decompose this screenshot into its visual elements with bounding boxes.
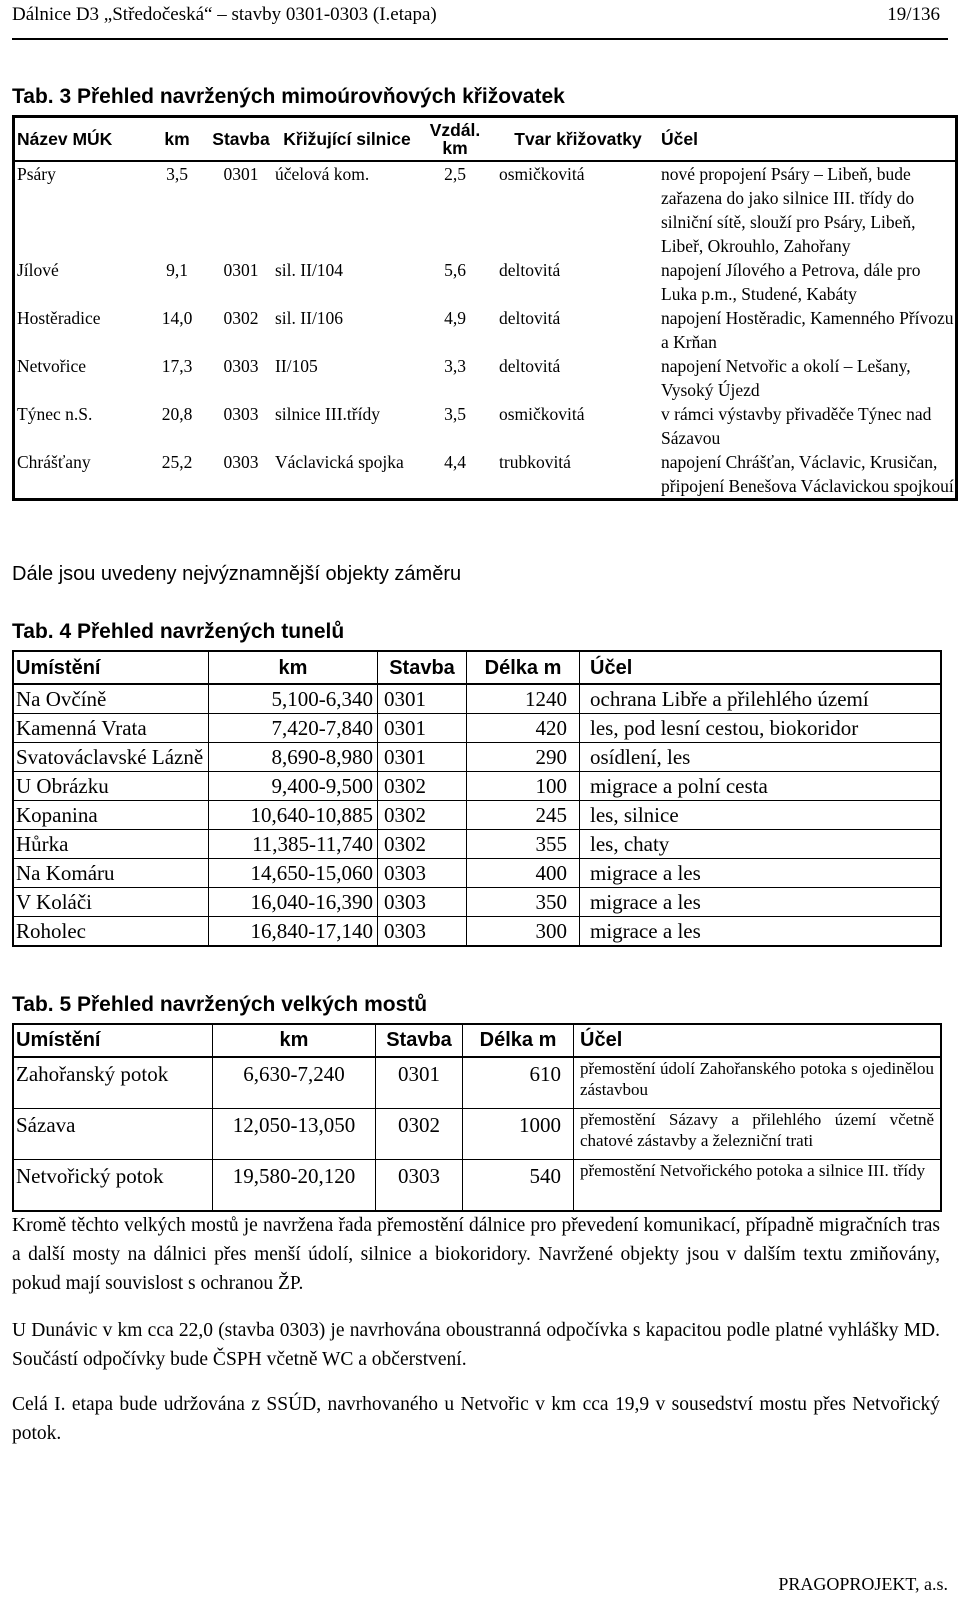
table-cell: 5,100-6,340	[209, 684, 378, 714]
table-cell: Kamenná Vrata	[13, 714, 209, 743]
header-title: Dálnice D3 „Středočeská“ – stavby 0301-0303 (I.etapa)	[12, 4, 437, 25]
table-row	[14, 258, 957, 306]
table-cell: ochrana Libře a přilehlého území	[580, 684, 942, 714]
table-cell: 0303	[378, 917, 467, 947]
table-cell: 10,640-10,885	[209, 801, 378, 830]
table-cell: 0302	[378, 830, 467, 859]
bridge-table	[12, 1023, 942, 1212]
table-cell: v rámci výstavby přivaděče Týnec nad Sázavou	[661, 404, 932, 448]
table-cell: nové propojení Psáry – Libeň, bude zařazena do jako silnice III. třídy do silniční sítě, slouží pro Psáry, Libeň, Libeř, Okrouhlo, Zahořany	[661, 164, 916, 256]
table-cell: 0303	[378, 859, 467, 888]
table-cell: 0301	[378, 714, 467, 743]
table-cell: 540	[463, 1160, 574, 1212]
table-cell: 16,040-16,390	[209, 888, 378, 917]
table-cell: 16,840-17,140	[209, 917, 378, 947]
table-cell: Kopanina	[13, 801, 209, 830]
column-header: Délka m	[463, 1024, 574, 1057]
table-row	[13, 859, 941, 888]
table-cell: Svatováclavské Lázně	[13, 743, 209, 772]
table-cell: 19,580-20,120	[213, 1160, 376, 1212]
table-cell: 2,5	[444, 164, 466, 184]
table-cell: 12,050-13,050	[213, 1109, 376, 1160]
column-header: Vzdál. km	[419, 117, 491, 162]
table-cell: Na Ovčíně	[13, 684, 209, 714]
table-cell: 0302	[223, 308, 259, 328]
column-header: Stavba	[207, 117, 275, 162]
table-cell: silnice III.třídy	[275, 404, 380, 424]
table-cell: 1240	[467, 684, 580, 714]
table-cell: napojení Netvořic a okolí – Lešany, Vysoký Újezd	[661, 356, 911, 400]
table-cell: 4,9	[444, 308, 466, 328]
intro-note: Dále jsou uvedeny nejvýznamnější objekty záměru	[12, 563, 462, 585]
table-cell: 25,2	[161, 452, 193, 472]
table-cell: 0301	[223, 164, 259, 184]
table-row	[13, 684, 941, 714]
table-cell: osmičkovitá	[499, 164, 585, 184]
column-header: Účel	[657, 117, 957, 162]
table-cell: 0303	[223, 356, 259, 376]
table-cell: Netvořický potok	[13, 1160, 213, 1212]
paragraph: Celá I. etapa bude udržována z SSÚD, navrhovaného u Netvořic v km cca 19,9 v sousedství mostu přes Netvořický potok.	[12, 1394, 940, 1444]
table-row	[14, 354, 957, 402]
table-cell: 0303	[223, 404, 259, 424]
table-header-row	[14, 117, 957, 162]
table-cell: 0302	[378, 801, 467, 830]
column-header: Délka m	[467, 651, 580, 684]
table-cell: trubkovitá	[499, 452, 571, 472]
table-row	[13, 888, 941, 917]
table-cell: 11,385-11,740	[209, 830, 378, 859]
table-header-row	[13, 651, 941, 684]
table-cell: migrace a les	[580, 859, 942, 888]
column-header: Stavba	[376, 1024, 463, 1057]
table-cell: 3,5	[166, 164, 188, 184]
table-cell: 17,3	[161, 356, 193, 376]
table-cell: 14,0	[161, 308, 193, 328]
table-cell: 610	[463, 1057, 574, 1109]
page-number: 19/136	[887, 4, 940, 25]
table-row	[13, 1160, 941, 1212]
table-cell: 6,630-7,240	[213, 1057, 376, 1109]
table-cell: Týnec n.S.	[17, 404, 93, 424]
table3-caption: Tab. 3 Přehled navržených mimoúrovňových křižovatek	[12, 85, 565, 108]
column-header: Tvar křižovatky	[491, 117, 657, 162]
table-cell: 7,420-7,840	[209, 714, 378, 743]
table-cell: II/105	[275, 356, 318, 376]
table-cell: 300	[467, 917, 580, 947]
table-cell: Netvořice	[17, 356, 86, 376]
table-cell: 20,8	[161, 404, 193, 424]
table4-caption: Tab. 4 Přehled navržených tunelů	[12, 620, 345, 643]
table-cell: 0302	[378, 772, 467, 801]
table-cell: 0301	[223, 260, 259, 280]
column-header: Umístění	[13, 1024, 213, 1057]
table-cell: 355	[467, 830, 580, 859]
column-header: km	[147, 117, 207, 162]
page-footer: PRAGOPROJEKT, a.s.	[778, 1574, 948, 1594]
table-cell: 290	[467, 743, 580, 772]
table-cell: osmičkovitá	[499, 404, 585, 424]
table-cell: Zahořanský potok	[13, 1057, 213, 1109]
paragraph: U Dunávic v km cca 22,0 (stavba 0303) je navrhována oboustranná odpočívka s kapacitou podle platné vyhlášky MD. Součástí odpočívky bude ČSPH včetně WC a občerstvení.	[12, 1320, 940, 1370]
table-cell: les, silnice	[580, 801, 942, 830]
table-cell: 420	[467, 714, 580, 743]
table-row	[13, 801, 941, 830]
table-cell: 8,690-8,980	[209, 743, 378, 772]
table-row	[14, 306, 957, 354]
table-cell: přemostění Netvořického potoka a silnice III. třídy	[574, 1160, 942, 1212]
column-header: Účel	[580, 651, 942, 684]
table-cell: U Obrázku	[13, 772, 209, 801]
table-cell: migrace a polní cesta	[580, 772, 942, 801]
table-cell: Jílové	[17, 260, 59, 280]
table-cell: 0303	[378, 888, 467, 917]
table-cell: les, pod lesní cestou, biokoridor	[580, 714, 942, 743]
table-cell: osídlení, les	[580, 743, 942, 772]
column-header: km	[213, 1024, 376, 1057]
table-cell: sil. II/106	[275, 308, 344, 328]
table-cell: V Koláči	[13, 888, 209, 917]
column-header: Název MÚK	[14, 117, 148, 162]
column-header: Účel	[574, 1024, 942, 1057]
table-cell: migrace a les	[580, 917, 942, 947]
table-cell: napojení Hostěradic, Kamenného Přívozu a Krňan	[661, 308, 954, 352]
table-cell: 0302	[376, 1109, 463, 1160]
table-cell: 5,6	[444, 260, 466, 280]
table-cell: migrace a les	[580, 888, 942, 917]
column-header: Křižující silnice	[275, 117, 419, 162]
page-header	[12, 2, 948, 40]
table-row	[13, 772, 941, 801]
table-row	[14, 450, 957, 500]
tunnel-table	[12, 650, 942, 947]
table-cell: 3,3	[444, 356, 466, 376]
table-cell: napojení Jílového a Petrova, dále pro Luka p.m., Studené, Kabáty	[661, 260, 921, 304]
table-cell: sil. II/104	[275, 260, 344, 280]
table-cell: Hostěradice	[17, 308, 101, 328]
table-cell: les, chaty	[580, 830, 942, 859]
table-cell: 9,1	[166, 260, 188, 280]
table-cell: deltovitá	[499, 260, 561, 280]
column-header: Stavba	[378, 651, 467, 684]
table-row	[13, 714, 941, 743]
table-cell: 3,5	[444, 404, 466, 424]
table-cell: Hůrka	[13, 830, 209, 859]
table-row	[14, 402, 957, 450]
column-header: Umístění	[13, 651, 209, 684]
table-cell: Psáry	[17, 164, 56, 184]
interchange-table	[12, 115, 958, 501]
table-cell: 0301	[378, 684, 467, 714]
table-cell: 0303	[376, 1160, 463, 1212]
table-cell: 9,400-9,500	[209, 772, 378, 801]
table5-caption: Tab. 5 Přehled navržených velkých mostů	[12, 993, 428, 1016]
table-cell: přemostění údolí Zahořanského potoka s ojedinělou zástavbou	[574, 1057, 942, 1109]
table-cell: 0301	[376, 1057, 463, 1109]
table-cell: 1000	[463, 1109, 574, 1160]
table-cell: účelová kom.	[275, 164, 370, 184]
table-row	[13, 1109, 941, 1160]
column-header: km	[209, 651, 378, 684]
table-cell: Roholec	[13, 917, 209, 947]
table-row	[13, 1057, 941, 1109]
table-cell: Sázava	[13, 1109, 213, 1160]
table-cell: 100	[467, 772, 580, 801]
table-row	[13, 830, 941, 859]
table-cell: deltovitá	[499, 308, 561, 328]
table-cell: Chrášťany	[17, 452, 91, 472]
table-cell: 400	[467, 859, 580, 888]
table-row	[14, 161, 957, 258]
table-row	[13, 743, 941, 772]
table-cell: 350	[467, 888, 580, 917]
table-cell: Václavická spojka	[275, 452, 404, 472]
paragraph: Kromě těchto velkých mostů je navržena řada přemostění dálnice pro převedení komunikací, případně migračních tras a další mosty na dálnici přes menší údolí, silnice a biokoridory. Navržené objekty jsou v dalším textu zmiňovány, pokud mají souvislost s ochranou ŽP.	[12, 1215, 940, 1294]
table-cell: 0301	[378, 743, 467, 772]
table-cell: 4,4	[444, 452, 466, 472]
table-cell: napojení Chrášťan, Václavic, Krusičan, připojení Benešova Václavickou spojkouí	[661, 452, 954, 496]
table-cell: 0303	[223, 452, 259, 472]
table-cell: přemostění Sázavy a přilehlého území včetně chatové zástavby a železniční trati	[574, 1109, 942, 1160]
table-cell: 14,650-15,060	[209, 859, 378, 888]
table-cell: Na Komáru	[13, 859, 209, 888]
table-header-row	[13, 1024, 941, 1057]
table-row	[13, 917, 941, 947]
table-cell: 245	[467, 801, 580, 830]
table-cell: deltovitá	[499, 356, 561, 376]
